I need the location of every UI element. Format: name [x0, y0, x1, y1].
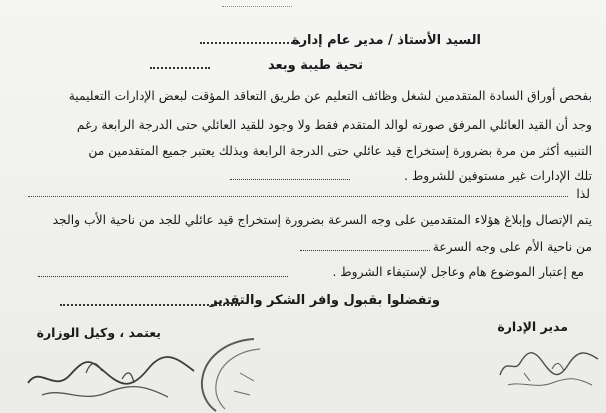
greeting-line: تحية طيبة وبعد: [267, 58, 363, 73]
body-line-7-dotted-line: [38, 276, 288, 277]
body-line-1: بفحص أوراق السادة المتقدمين لشغل وظائف التعليم عن طريق التعاقد المؤقت لبعض الإدارات التعليمية: [68, 89, 592, 103]
undersecretary-label: يعتمد ، وكيل الوزارة: [36, 325, 161, 340]
addressee-line: السيد الأستاذ / مدير عام إدارة: [291, 33, 481, 48]
official-stamp-fragment: [194, 333, 268, 413]
body-line-7: مع إعتبار الموضوع هام وعاجل لإستيفاء الشروط .: [332, 265, 584, 279]
body-line-4: تلك الإدارات غير مستوفين للشروط .: [404, 169, 592, 183]
addressee-dotted-line: [200, 42, 300, 44]
undersecretary-signature: [18, 331, 208, 413]
greeting-dotted-line: [150, 67, 210, 69]
therefore-label: لذا: [576, 187, 590, 201]
department-director-label: مدير الإدارة: [497, 319, 568, 334]
closing-line: وتفضلوا بقبول وافر الشكر والتقدير: [209, 293, 440, 308]
director-signature: [496, 333, 606, 398]
body-line-6-dotted-line: [300, 250, 430, 251]
closing-dotted-line: [60, 304, 240, 306]
body-line-5: يتم الإتصال وإبلاغ هؤلاء المتقدمين على وجه السرعة بضرورة إستخراج قيد عائلي للجد من ناحية الأب والجد: [52, 213, 592, 227]
top-header-fragment: [222, 0, 292, 7]
body-line-6: من ناحية الأم على وجه السرعة: [432, 240, 592, 254]
therefore-dotted-line: [28, 196, 568, 197]
body-line-3: التنبيه أكثر من مرة بضرورة إستخراج قيد عائلي حتى الدرجة الرابعة وبذلك يعتبر جميع المتقدمين من: [88, 144, 592, 158]
body-line-2: وجد أن القيد العائلي المرفق صورته لوالد المتقدم فقط ولا وجود للقيد العائلي حتى الدرجة الرابعة رغم: [76, 118, 592, 132]
body-line-4-dotted-line: [230, 179, 350, 180]
